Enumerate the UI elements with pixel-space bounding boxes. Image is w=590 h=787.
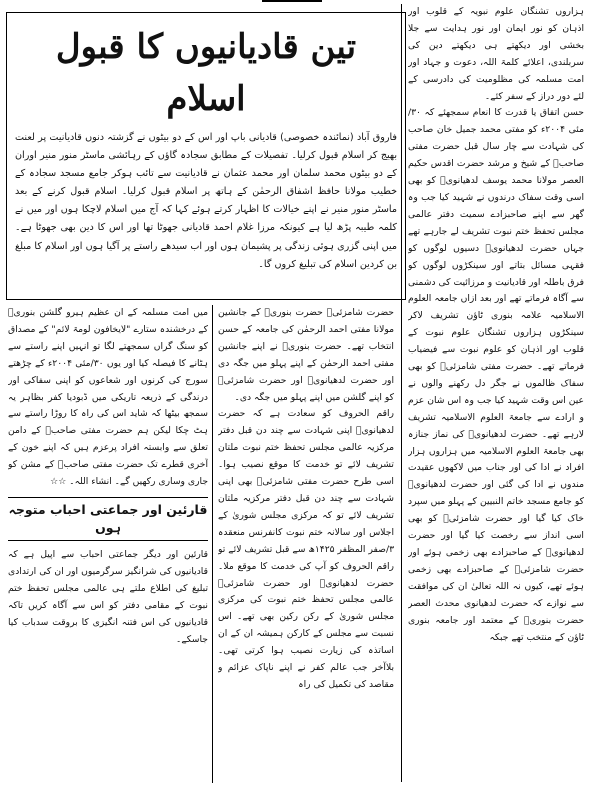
- notice-heading: قارئین اور جماعتی احباب متوجہ ہوں: [8, 497, 208, 541]
- middle-right-column: [218, 305, 394, 783]
- mid-left-paragraph: [8, 305, 208, 491]
- lead-paragraph: فاروق آباد (نمائندہ خصوصی) قادیانی باپ اور اس کے دو بیٹوں نے گزشتہ دنوں قادیانیت پر لعنت بھیج کر اسلام قبول کرلیا۔ تفصیلات کے مطابق سجادہ گاؤں کے رہائشی ماسٹر منور منیر اوران کے دو بیٹوں محمد سلمان اور محمد عثمان نے قادیانیت سے تائب ہوکر جامع مسجد سجادہ کے خطیب مولانا حافظ اشفاق الرحمٰن کے ہاتھ پر اسلام قبول کرلیا۔ اسلام قبول کرنے کے بعد ماسٹر منور منیر نے اپنے خیالات کا اظہار کرتے ہوئے کہا کہ آج میں اسلام لاچکا ہوں اور میں نے کلمہ طیبہ پڑھ لیا ہے کیونکہ مرزا غلام احمد قادیانی جھوٹا تھا اور اس کا دین بھی جھوٹا ہے۔ میں اپنی گزری ہوئی زندگی پر پشیمان ہوں اور اب سیدھے راستے پر آگیا ہوں اور اسلام کا مبلغ بن کردین اسلام کی تبلیغ کروں گا۔: [15, 132, 397, 270]
- right-column: [408, 4, 584, 782]
- lead-story: [15, 129, 397, 274]
- right-paragraph: ہزاروں تشنگان علوم نبویہ کے قلوب اور اذہان کو نور ایمان اور نور ہدایت سے جلا بخشی اور دیکھتے ہی دیکھتے دین کی سربلندی، اعلائے کلمۃ اللہ، دعوت و جہاد اور امت مسلمہ کی مظلومیت کی دادرسی کے لئے دور دراز کے سفر کئے۔: [408, 6, 584, 102]
- headline-story-box: [6, 12, 406, 300]
- mid-left-text: میں امت مسلمہ کے ان عظیم ہیرو گلشن بنوریؒ کے درخشندہ ستارے "لایخافون لومۃ لائم" کے مصداق کو سنگ گراں سمجھتے لگا تو انہیں اپنے راستے سے ہٹانے کا فیصلہ کیا اور یوں ۳۰/مئی ۲۰۰۴ء کے چڑھتے سورج کی کرنوں اور شعاعوں کو اپنی سفاکی اور درندگی کے ذریعہ تاریکی میں ڈبودیا کفر بظاہر یہ سمجھ بیٹھا کہ شاید اس کی راہ کا روڑا راستے سے ہٹ چکا لیکن ہم حضرت مفتی صاحبؒ کے دامن تعلق سے وابستہ افراد پرعزم ہیں کہ اپنے خون کے آخری قطرے تک حضرت مفتی صاحبؒ کے مشن کو جاری وساری رکھیں گے۔ انشاء اللہ۔: [8, 307, 208, 488]
- headline: تین قادیانیوں کا قبول اسلام: [55, 27, 357, 119]
- right-paragraph: حسن اتفاق یا قدرت کا انعام سمجھئے کہ ۳۰/مئی ۲۰۰۴ء کو مفتی محمد جمیل خان صاحب کی شہادت سے چار سال قبل حضرت مفتی صاحبؒ کے شیخ و مرشد حضرت اقدس حکیم العصر مولانا محمد یوسف لدھیانویؒ کو بھی اسی وقت سفاک درندوں نے شہید کیا جب وہ گھر سے اپنے صاحبزادے سمیت دفتر عالمی مجلس تحفظ ختم نبوت تشریف لے جارہے تھے جہاں حضرت لدھیانویؒ دسیوں لوگوں کو فقہی مسائل بتاتے اور سینکڑوں لوگوں کو فرق باطلہ اور قادیانیت و مرزائیت کی دشمنی سے آگاہ فرماتے تھے اور بعد ازاں جامعہ العلوم الاسلامیہ علامہ بنوری ٹاؤن تشریف لاکر سینکڑوں ہزاروں تشنگان علوم نبوت کے قلوب اور اذہان کو علوم نبوت سے فیضیاب فرماتے تھے۔ حضرت مفتی شامزئیؒ کو بھی سفاک ظالموں نے جگر دل رکھنے والوں نے عین اس وقت شہید کیا جب وہ اس شان عزم و ارادے سے جامعۃ العلوم الاسلامیہ تشریف لارہے تھے۔ حضرت لدھیانویؒ کی نماز جنازہ بھی جامعۃ العلوم الاسلامیہ میں ہزاروں ہزار افراد نے ادا کی اور جناب میں لاکھوں عقیدت مندوں نے ادا کی گئی اور حضرت لدھیانویؒ کو جامع مسجد خاتم النبیین کے پہلو میں سپرد خاک کیا گیا اور حضرت شامزئیؒ کو بھی اسی انداز سے رخصت کیا گیا اور حضرت لدھیانویؒ کے صاحبزادے بھی زخمی ہوئے اور حضرت شامزئیؒ کے صاحبزادے بھی زخمی ہوئے تھے، کیوں نہ اللہ تعالیٰ ان کی موافقت سے نوازے کہ حضرت لدھیانوی محدث العصر حضرت بنوریؒ کے معتمد اور جامعہ بنوری ٹاؤن کے منتخب تھے جبکہ: [408, 107, 584, 643]
- end-mark: ☆☆: [50, 477, 67, 488]
- mid-right-paragraph: راقم الحروف کو سعادت ہے کہ حضرت لدھیانویؒ اپنی شہادت سے چند دن قبل دفتر مرکزیہ عالمی مجلس تحفظ ختم نبوت ملتان تشریف لائے تو خدمت کا موقع نصیب ہوا۔ اسی طرح حضرت مفتی شامزئیؒ بھی اپنی شہادت سے چند دن قبل دفتر مرکزیہ ملتان تشریف لائے تو کہ مرکزی مجلس شوریٰ کے اجلاس اور سالانہ ختم نبوت کانفرنس منعقدہ ۳/صفر المظفر ۱۴۲۵ھ سے قبل تشریف لائے تو راقم الحروف کو آپ کی خدمت کا موقع ملا۔ حضرت لدھیانویؒ اور حضرت شامزئیؒ عالمی مجلس تحفظ ختم نبوت کی مرکزی مجلس شوریٰ کے رکن رکین بھی تھے۔ اس نسبت سے مجلس کے کارکن ہمیشہ ان کے ان اساتذہ کی زیارت نصیب ہوا کرتی تھی۔ بلاآخر جب عالم کفر نے اپنے ناپاک عزائم و مقاصد کی تکمیل کی راہ: [218, 408, 394, 690]
- notice-paragraph: قارئین اور دیگر جماعتی احباب سے اپیل ہے کہ قادیانیوں کی شرانگیز سرگرمیوں اور ان کی ارتدادی تبلیغ کی اطلاع ملتے ہی عالمی مجلس تحفظ ختم نبوت کے مقامی دفتر کو اس سے آگاہ کریں تاکہ قادیانیوں کی اس فتنہ انگیزی کا بروقت سدباب کیا جاسکے۔: [8, 548, 208, 645]
- page-top-mark: [262, 0, 322, 2]
- column-divider: [212, 305, 213, 783]
- mid-right-paragraph: حضرت شامزئیؒ حضرت بنوریؒ کے جانشین مولانا مفتی احمد الرحمٰن کی جامعہ کے حسن انتخاب تھے۔ حضرت بنوریؒ نے اپنے جانشین مفتی احمد الرحمٰن کے اپنے پہلو میں جگہ دی اور حضرت لدھیانویؒ اور حضرت شامزئیؒ کو اپنے گلشن میں اپنے پہلو میں جگہ دی۔: [218, 307, 394, 403]
- middle-left-column: [8, 305, 208, 783]
